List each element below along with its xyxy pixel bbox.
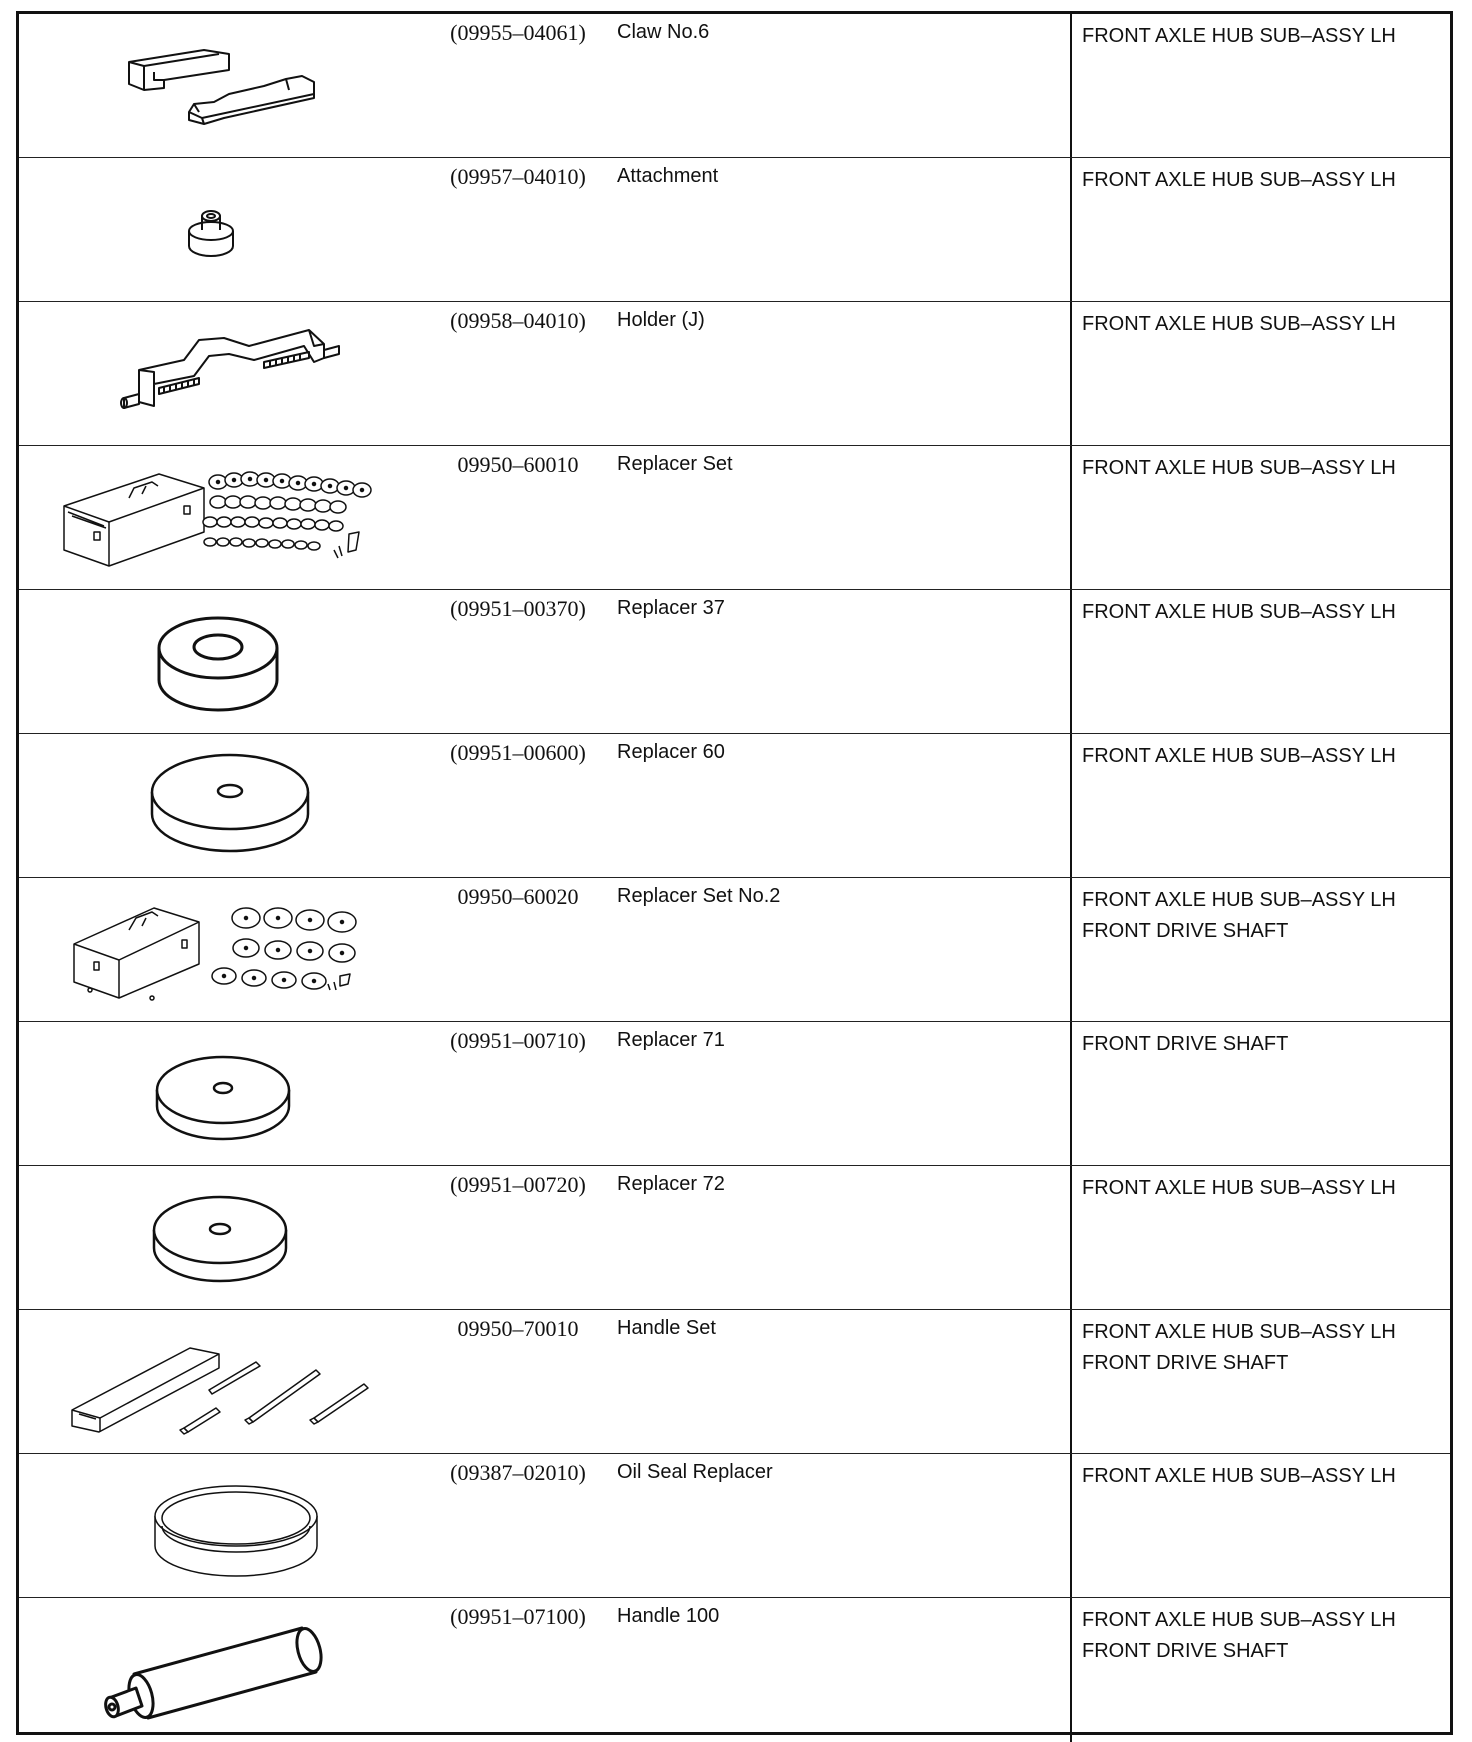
- tool-name: Claw No.6: [617, 21, 710, 43]
- usage-list: [1082, 1029, 1288, 1060]
- tool-name: Replacer 37: [617, 597, 725, 619]
- table-row: [19, 158, 1450, 302]
- handle-icon: [34, 1598, 434, 1742]
- replacer-disc-icon: [34, 1022, 434, 1166]
- oil-seal-replacer-icon: [34, 1454, 434, 1598]
- column-divider: [1070, 1166, 1072, 1309]
- usage-list: [1082, 597, 1396, 628]
- table-row: [19, 1454, 1450, 1598]
- column-divider: [1070, 302, 1072, 445]
- replacer-disc-icon: [34, 590, 434, 734]
- usage-item: FRONT AXLE HUB SUB–ASSY LH: [1082, 457, 1396, 479]
- usage-list: [1082, 21, 1396, 52]
- table-row: [19, 1166, 1450, 1310]
- part-number: (09951–00710): [450, 1028, 586, 1053]
- part-number: (09951–00600): [450, 740, 586, 765]
- usage-item: FRONT AXLE HUB SUB–ASSY LH: [1082, 25, 1396, 47]
- column-divider: [1070, 1598, 1072, 1742]
- column-divider: [1070, 446, 1072, 589]
- part-number: 09950–60020: [457, 884, 579, 909]
- table-row: [19, 1022, 1450, 1166]
- usage-list: [1082, 453, 1396, 484]
- column-divider: [1070, 1310, 1072, 1453]
- tool-name: Holder (J): [617, 309, 705, 331]
- replacer-set-icon: [34, 446, 434, 590]
- usage-list: [1082, 1317, 1396, 1379]
- column-divider: [1070, 734, 1072, 877]
- usage-item: FRONT AXLE HUB SUB–ASSY LH: [1082, 1609, 1396, 1631]
- usage-item: FRONT DRIVE SHAFT: [1082, 920, 1289, 942]
- handle-set-icon: [34, 1310, 434, 1454]
- holder-icon: [34, 302, 434, 446]
- column-divider: [1070, 590, 1072, 733]
- usage-item: FRONT AXLE HUB SUB–ASSY LH: [1082, 745, 1396, 767]
- column-divider: [1070, 158, 1072, 301]
- usage-list: [1082, 741, 1396, 772]
- usage-item: FRONT AXLE HUB SUB–ASSY LH: [1082, 1177, 1396, 1199]
- part-number: (09958–04010): [450, 308, 586, 333]
- replacer-set-icon: [34, 878, 434, 1022]
- tool-name: Replacer Set: [617, 453, 733, 475]
- tool-name: Replacer 71: [617, 1029, 725, 1051]
- part-number: (09951–00370): [450, 596, 586, 621]
- usage-item: FRONT DRIVE SHAFT: [1082, 1640, 1289, 1662]
- usage-item: FRONT AXLE HUB SUB–ASSY LH: [1082, 889, 1396, 911]
- usage-list: [1082, 1173, 1396, 1204]
- column-divider: [1070, 1022, 1072, 1165]
- table-row: [19, 302, 1450, 446]
- table-row: [19, 1598, 1450, 1742]
- usage-list: [1082, 1605, 1396, 1667]
- claw-icon: [34, 14, 434, 158]
- replacer-disc-icon: [34, 1166, 434, 1310]
- tool-name: Handle Set: [617, 1317, 716, 1339]
- part-number: 09950–70010: [457, 1316, 579, 1341]
- tool-name: Replacer 72: [617, 1173, 725, 1195]
- tool-name: Attachment: [617, 165, 719, 187]
- tool-name: Oil Seal Replacer: [617, 1461, 773, 1483]
- tool-name: Replacer Set No.2: [617, 885, 781, 907]
- column-divider: [1070, 878, 1072, 1021]
- part-number: 09950–60010: [457, 452, 579, 477]
- tool-name: Replacer 60: [617, 741, 725, 763]
- usage-item: FRONT AXLE HUB SUB–ASSY LH: [1082, 169, 1396, 191]
- usage-item: FRONT AXLE HUB SUB–ASSY LH: [1082, 601, 1396, 623]
- usage-item: FRONT DRIVE SHAFT: [1082, 1352, 1289, 1374]
- column-divider: [1070, 1454, 1072, 1597]
- part-number: (09955–04061): [450, 20, 586, 45]
- table-row: [19, 590, 1450, 734]
- usage-list: [1082, 165, 1396, 196]
- usage-item: FRONT AXLE HUB SUB–ASSY LH: [1082, 1465, 1396, 1487]
- usage-list: [1082, 1461, 1396, 1492]
- table-row: [19, 14, 1450, 158]
- attachment-icon: [34, 158, 434, 302]
- table-row: [19, 1310, 1450, 1454]
- table-row: [19, 734, 1450, 878]
- tool-name: Handle 100: [617, 1605, 720, 1627]
- replacer-disc-icon: [34, 734, 434, 878]
- usage-list: [1082, 309, 1396, 340]
- column-divider: [1070, 14, 1072, 157]
- part-number: (09951–00720): [450, 1172, 586, 1197]
- usage-item: FRONT AXLE HUB SUB–ASSY LH: [1082, 313, 1396, 335]
- usage-item: FRONT AXLE HUB SUB–ASSY LH: [1082, 1321, 1396, 1343]
- part-number: (09387–02010): [450, 1460, 586, 1485]
- table-row: [19, 446, 1450, 590]
- part-number: (09951–07100): [450, 1604, 586, 1629]
- special-service-tools-table: [16, 11, 1453, 1735]
- table-row: [19, 878, 1450, 1022]
- part-number: (09957–04010): [450, 164, 586, 189]
- usage-list: [1082, 885, 1396, 947]
- usage-item: FRONT DRIVE SHAFT: [1082, 1033, 1289, 1055]
